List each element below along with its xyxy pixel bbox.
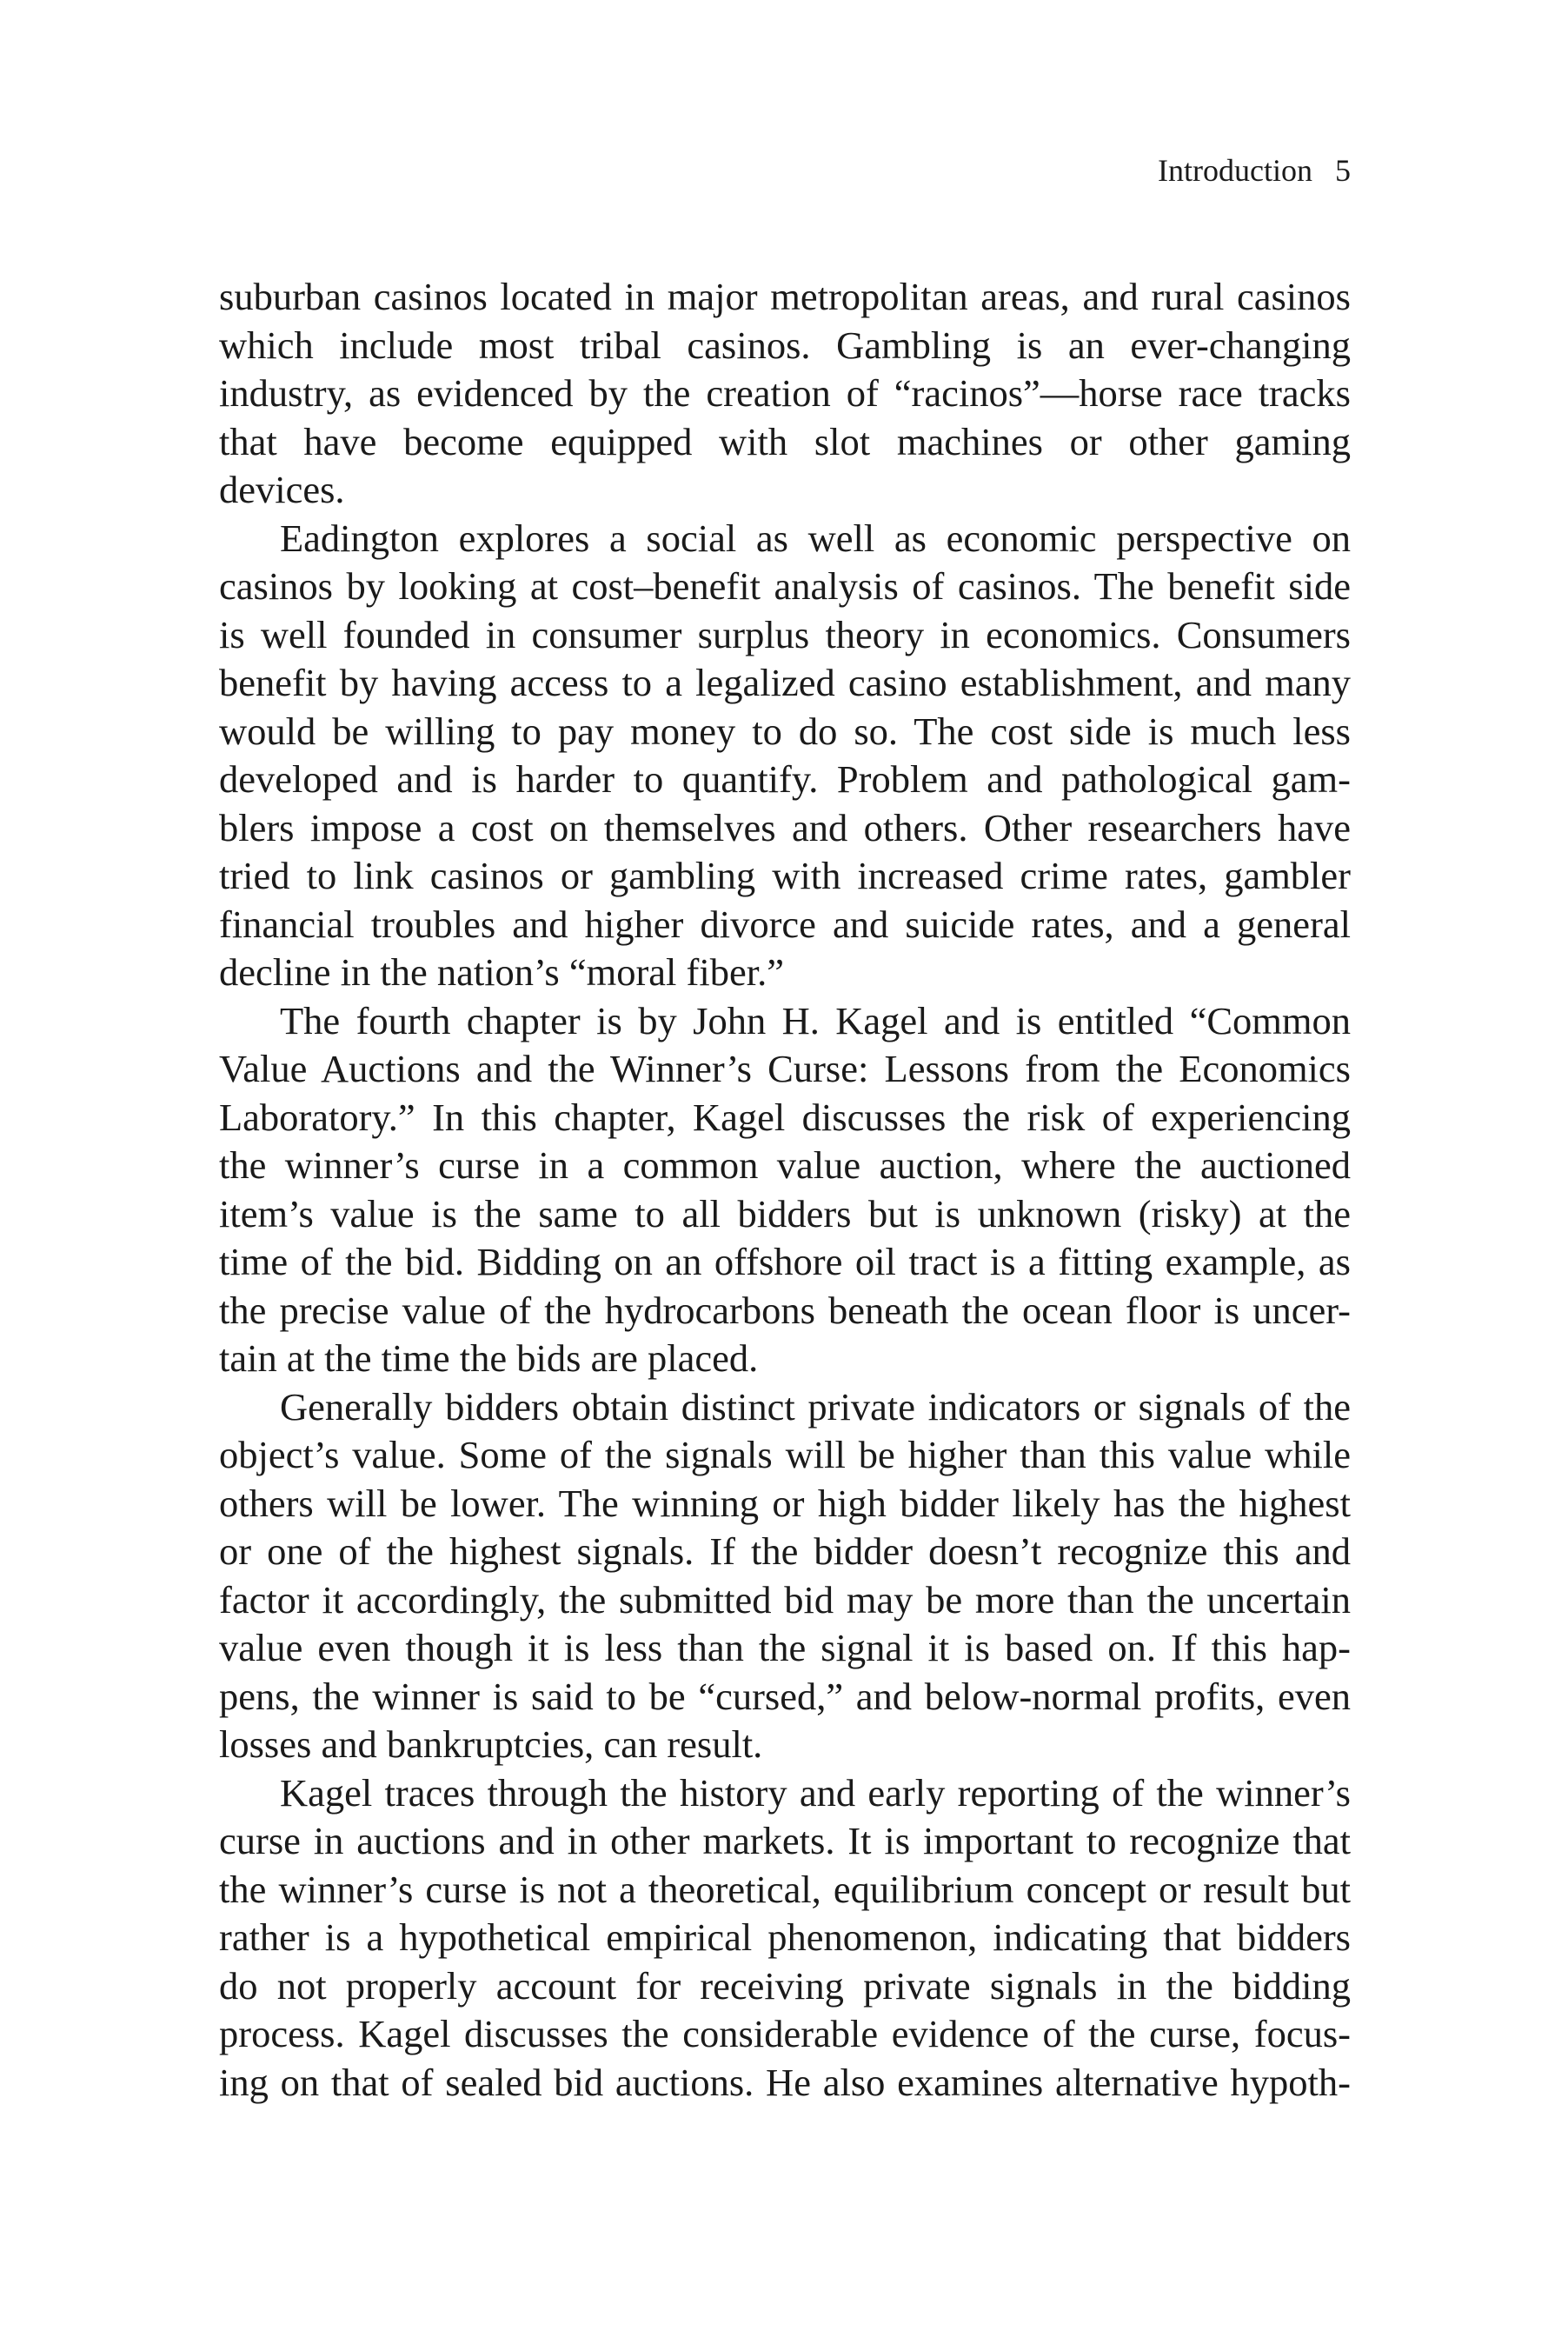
text-line: Value Auctions and the Winner’s Curse: Lessons from the Economics [219,1047,1351,1090]
text-line: curse in auctions and in other markets. It is important to recognize that [219,1819,1351,1862]
text-line: suburban casinos located in major metropolitan areas, and rural casinos [219,275,1351,318]
text-line: casinos by looking at cost–benefit analysis of casinos. The benefit side [219,564,1351,608]
text-line: would be willing to pay money to do so. The cost side is much less [219,709,1351,753]
text-line: process. Kagel discusses the considerable evidence of the curse, focus- [219,2012,1351,2055]
text-line: do not properly account for receiving private signals in the bidding [219,1963,1351,2008]
text-line: the winner’s curse is not a theoretical, equilibrium concept or result but [219,1867,1351,1911]
text-line: ing on that of sealed bid auctions. He also examines alternative hypoth- [219,2060,1351,2104]
text-line: time of the bid. Bidding on an offshore oil tract is a fitting example, as [219,1240,1351,1283]
text-line: blers impose a cost on themselves and others. Other researchers have [219,805,1351,849]
paragraph [219,1769,1351,2108]
text-line: the winner’s curse in a common value auction, where the auctioned [219,1143,1351,1187]
text-line: which include most tribal casinos. Gambling is an ever-changing [219,323,1351,367]
text-line: industry, as evidenced by the creation of “racinos”—horse race tracks [219,371,1351,415]
text-line: pens, the winner is said to be “cursed,” and below-normal profits, even [219,1674,1351,1718]
running-head [1158,151,1351,190]
text-line: developed and is harder to quantify. Problem and pathological gam- [219,757,1351,801]
body-text [219,273,1351,2107]
running-title: Introduction [1158,153,1312,188]
text-line: Generally bidders obtain distinct private indicators or signals of the [280,1384,1351,1429]
paragraph [219,273,1351,515]
text-line: Kagel traces through the history and early reporting of the winner’s [280,1770,1351,1815]
text-line: devices. [219,468,345,511]
text-line: factor it accordingly, the submitted bid may be more than the uncertain [219,1577,1351,1622]
text-line: financial troubles and higher divorce and suicide rates, and a general [219,902,1351,946]
text-line: decline in the nation’s “moral fiber.” [219,950,784,994]
text-line: the precise value of the hydrocarbons beneath the ocean floor is uncer- [219,1288,1351,1332]
text-line: tried to link casinos or gambling with increased crime rates, gambler [219,854,1351,897]
text-line: others will be lower. The winning or high bidder likely has the highest [219,1481,1351,1525]
paragraph [219,1383,1351,1769]
text-line: object’s value. Some of the signals will be higher than this value while [219,1433,1351,1476]
text-line: Laboratory.” In this chapter, Kagel discusses the risk of experiencing [219,1095,1351,1139]
text-line: Eadington explores a social as well as economic perspective on [280,516,1351,560]
text-line: item’s value is the same to all bidders but is unknown (risky) at the [219,1191,1351,1235]
paragraph [219,997,1351,1383]
page-number: 5 [1335,153,1351,188]
text-line: The fourth chapter is by John H. Kagel and is entitled “Common [280,998,1351,1042]
paragraph [219,515,1351,997]
text-line: or one of the highest signals. If the bidder doesn’t recognize this and [219,1529,1351,1573]
text-line: value even though it is less than the signal it is based on. If this hap- [219,1626,1351,1669]
text-line: benefit by having access to a legalized casino establishment, and many [219,661,1351,704]
text-line: rather is a hypothetical empirical phenomenon, indicating that bidders [219,1915,1351,1959]
text-line: tain at the time the bids are placed. [219,1336,759,1380]
text-line: losses and bankruptcies, can result. [219,1722,763,1766]
text-line: is well founded in consumer surplus theory in economics. Consumers [219,612,1351,656]
text-line: that have become equipped with slot machines or other gaming [219,419,1351,463]
